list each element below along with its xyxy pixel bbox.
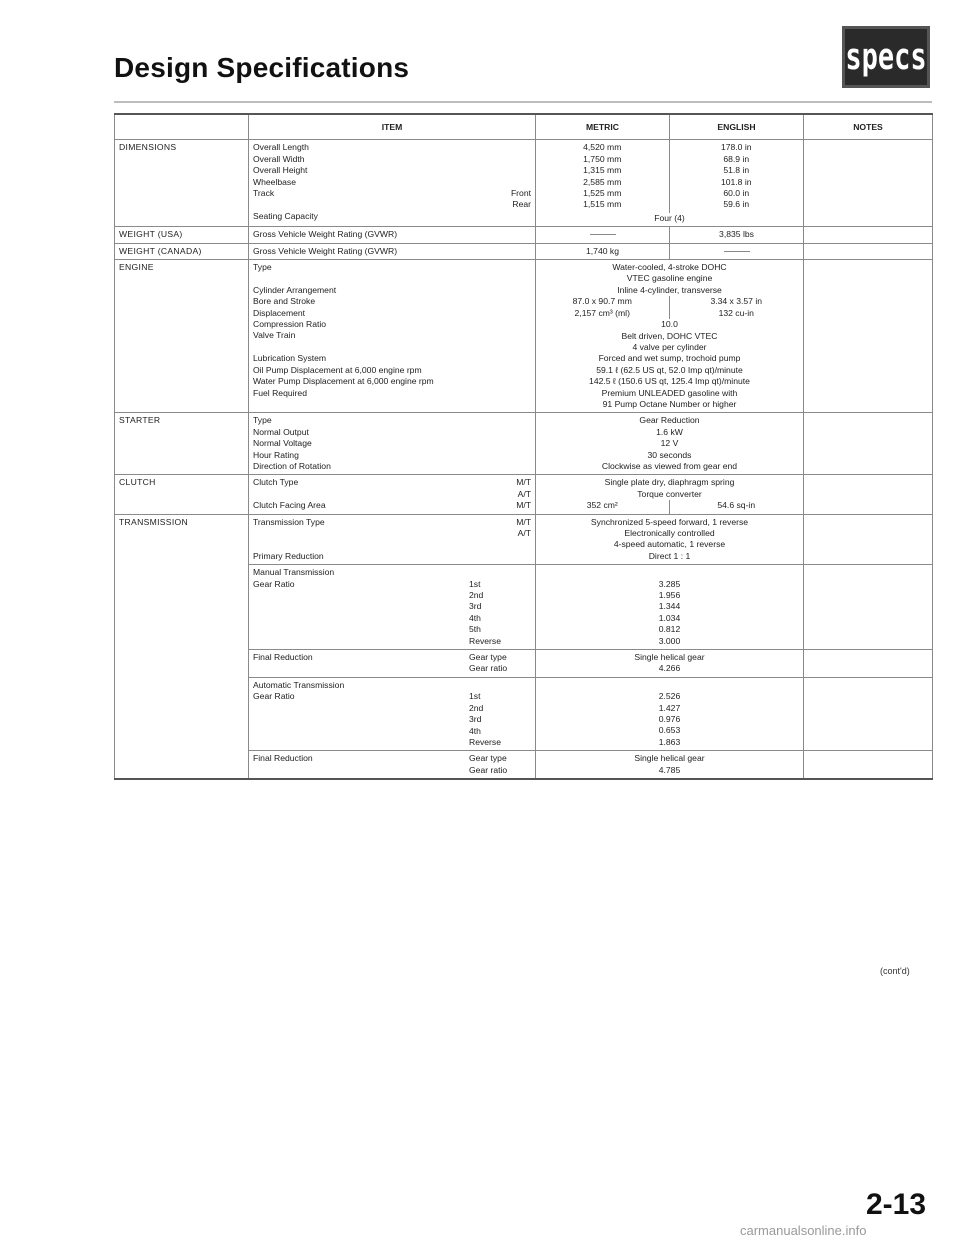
value-cell: Water-cooled, 4-stroke DOHC VTEC gasoline engine Inline 4-cylinder, transverse 87.0 x 90.7 mm 2,157 cm³ (ml) 3.34 x 3.57 in 132 cu-in 10.0 Belt driven, DOHC VTEC 4 valve per cylinder Forced and wet sump, trochoid pump 59.1 ℓ (62.5 US qt, 52.0 Imp qt)/minute 142.5 ℓ (150.6 US qt, 125.4 Imp qt)/minute Premium UNLEADED gasoline with 91 Pump Octane Number or higher <box>536 260 804 413</box>
value-cell: Single helical gear 4.785 <box>536 751 804 779</box>
notes-cell <box>804 140 933 227</box>
category-dimensions: DIMENSIONS <box>115 140 249 227</box>
table-row: WEIGHT (USA) Gross Vehicle Weight Rating (GVWR) 3,835 lbs <box>115 227 933 243</box>
page-title: Design Specifications <box>114 52 410 83</box>
value-cell: 2.526 1.427 0.976 0.653 1.863 <box>536 677 804 750</box>
page-number: 2-13 <box>866 1188 927 1221</box>
value-cell: Single plate dry, diaphragm spring Torque converter 352 cm² 54.6 sq-in <box>536 475 804 514</box>
table-header-row <box>115 114 933 140</box>
item-cell: Manual Transmission Gear Ratio 1st 2nd 3rd 4th 5th Reverse <box>249 565 536 650</box>
watermark-text: carmanualsonline.info <box>740 1223 867 1238</box>
col-header-english: ENGLISH <box>670 114 804 140</box>
value-cell: Single helical gear 4.266 <box>536 650 804 678</box>
continued-label: (cont'd) <box>880 966 910 976</box>
value-cell: Synchronized 5-speed forward, 1 reverse Electronically controlled 4-speed automatic, 1 reverse Direct 1 : 1 <box>536 514 804 565</box>
table-row: WEIGHT (CANADA) Gross Vehicle Weight Rating (GVWR) 1,740 kg <box>115 243 933 259</box>
item-cell: Transmission Type M/T A/T Primary Reduction <box>249 514 536 565</box>
col-header-item: ITEM <box>249 114 536 140</box>
specs-badge: specs <box>842 26 930 88</box>
value-cell: 4,520 mm 1,750 mm 1,315 mm 2,585 mm 1,525 mm 1,515 mm 178.0 in 68.9 in 51.8 in 101.8 in 60.0 in 59.6 in Four (4) <box>536 140 804 227</box>
col-header-metric: METRIC <box>536 114 670 140</box>
table-row <box>115 140 933 227</box>
table-row: ENGINE Type Cylinder Arrangement Bore and Stroke Displacement Compression Ratio Valve Train Lubrication System Oil Pump Displacement at 6,000 engine rpm Water Pump Displacement at 6,000 engine rpm Fuel Required Water-cooled, 4-stroke DOHC VTEC gasoline engine Inline 4-cylinder, transverse 87.0 x 90.7 mm 2,157 cm³ (ml) 3.34 x 3.57 in 132 cu-in 10.0 Belt driven, DOHC VTEC 4 valve per cylinder Forced and wet sump, trochoid pump 59.1 ℓ (62.5 US qt, 52.0 Imp qt)/minute 142.5 ℓ (150.6 US qt, 125.4 Imp qt)/minute Premium UNLEADED gasoline with 91 Pump Octane Number or higher <box>115 260 933 413</box>
item-cell: Type Normal Output Normal Voltage Hour Rating Direction of Rotation <box>249 413 536 475</box>
value-cell: Gear Reduction 1.6 kW 12 V 30 seconds Clockwise as viewed from gear end <box>536 413 804 475</box>
item-cell: Final Reduction Gear type Gear ratio <box>249 751 536 779</box>
item-cell: Type Cylinder Arrangement Bore and Stroke Displacement Compression Ratio Valve Train Lubrication System Oil Pump Displacement at 6,000 engine rpm Water Pump Displacement at 6,000 engine rpm Fuel Required <box>249 260 536 413</box>
item-cell: Overall Length Overall Width Overall Height Wheelbase Track Front Rear Seating Capacity <box>249 140 536 227</box>
table-row: CLUTCH Clutch Type M/T A/T Clutch Facing Area M/T Single plate dry, diaphragm spring Torque converter 352 cm² 54.6 sq-in <box>115 475 933 514</box>
table-row: STARTER Type Normal Output Normal Voltage Hour Rating Direction of Rotation Gear Reduction 1.6 kW 12 V 30 seconds Clockwise as viewed from gear end <box>115 413 933 475</box>
col-header-notes: NOTES <box>804 114 933 140</box>
value-cell: 3.285 1.956 1.344 1.034 0.812 3.000 <box>536 565 804 650</box>
spec-table <box>114 113 933 780</box>
item-cell: Final Reduction Gear type Gear ratio <box>249 650 536 678</box>
item-cell: Clutch Type M/T A/T Clutch Facing Area M/T <box>249 475 536 514</box>
item-cell: Automatic Transmission Gear Ratio 1st 2nd 3rd 4th Reverse <box>249 677 536 750</box>
divider <box>114 101 932 103</box>
table-row: TRANSMISSION Transmission Type M/T A/T Primary Reduction Synchronized 5-speed forward, 1 reverse Electronically controlled 4-speed automatic, 1 reverse Direct 1 : 1 <box>115 514 933 565</box>
